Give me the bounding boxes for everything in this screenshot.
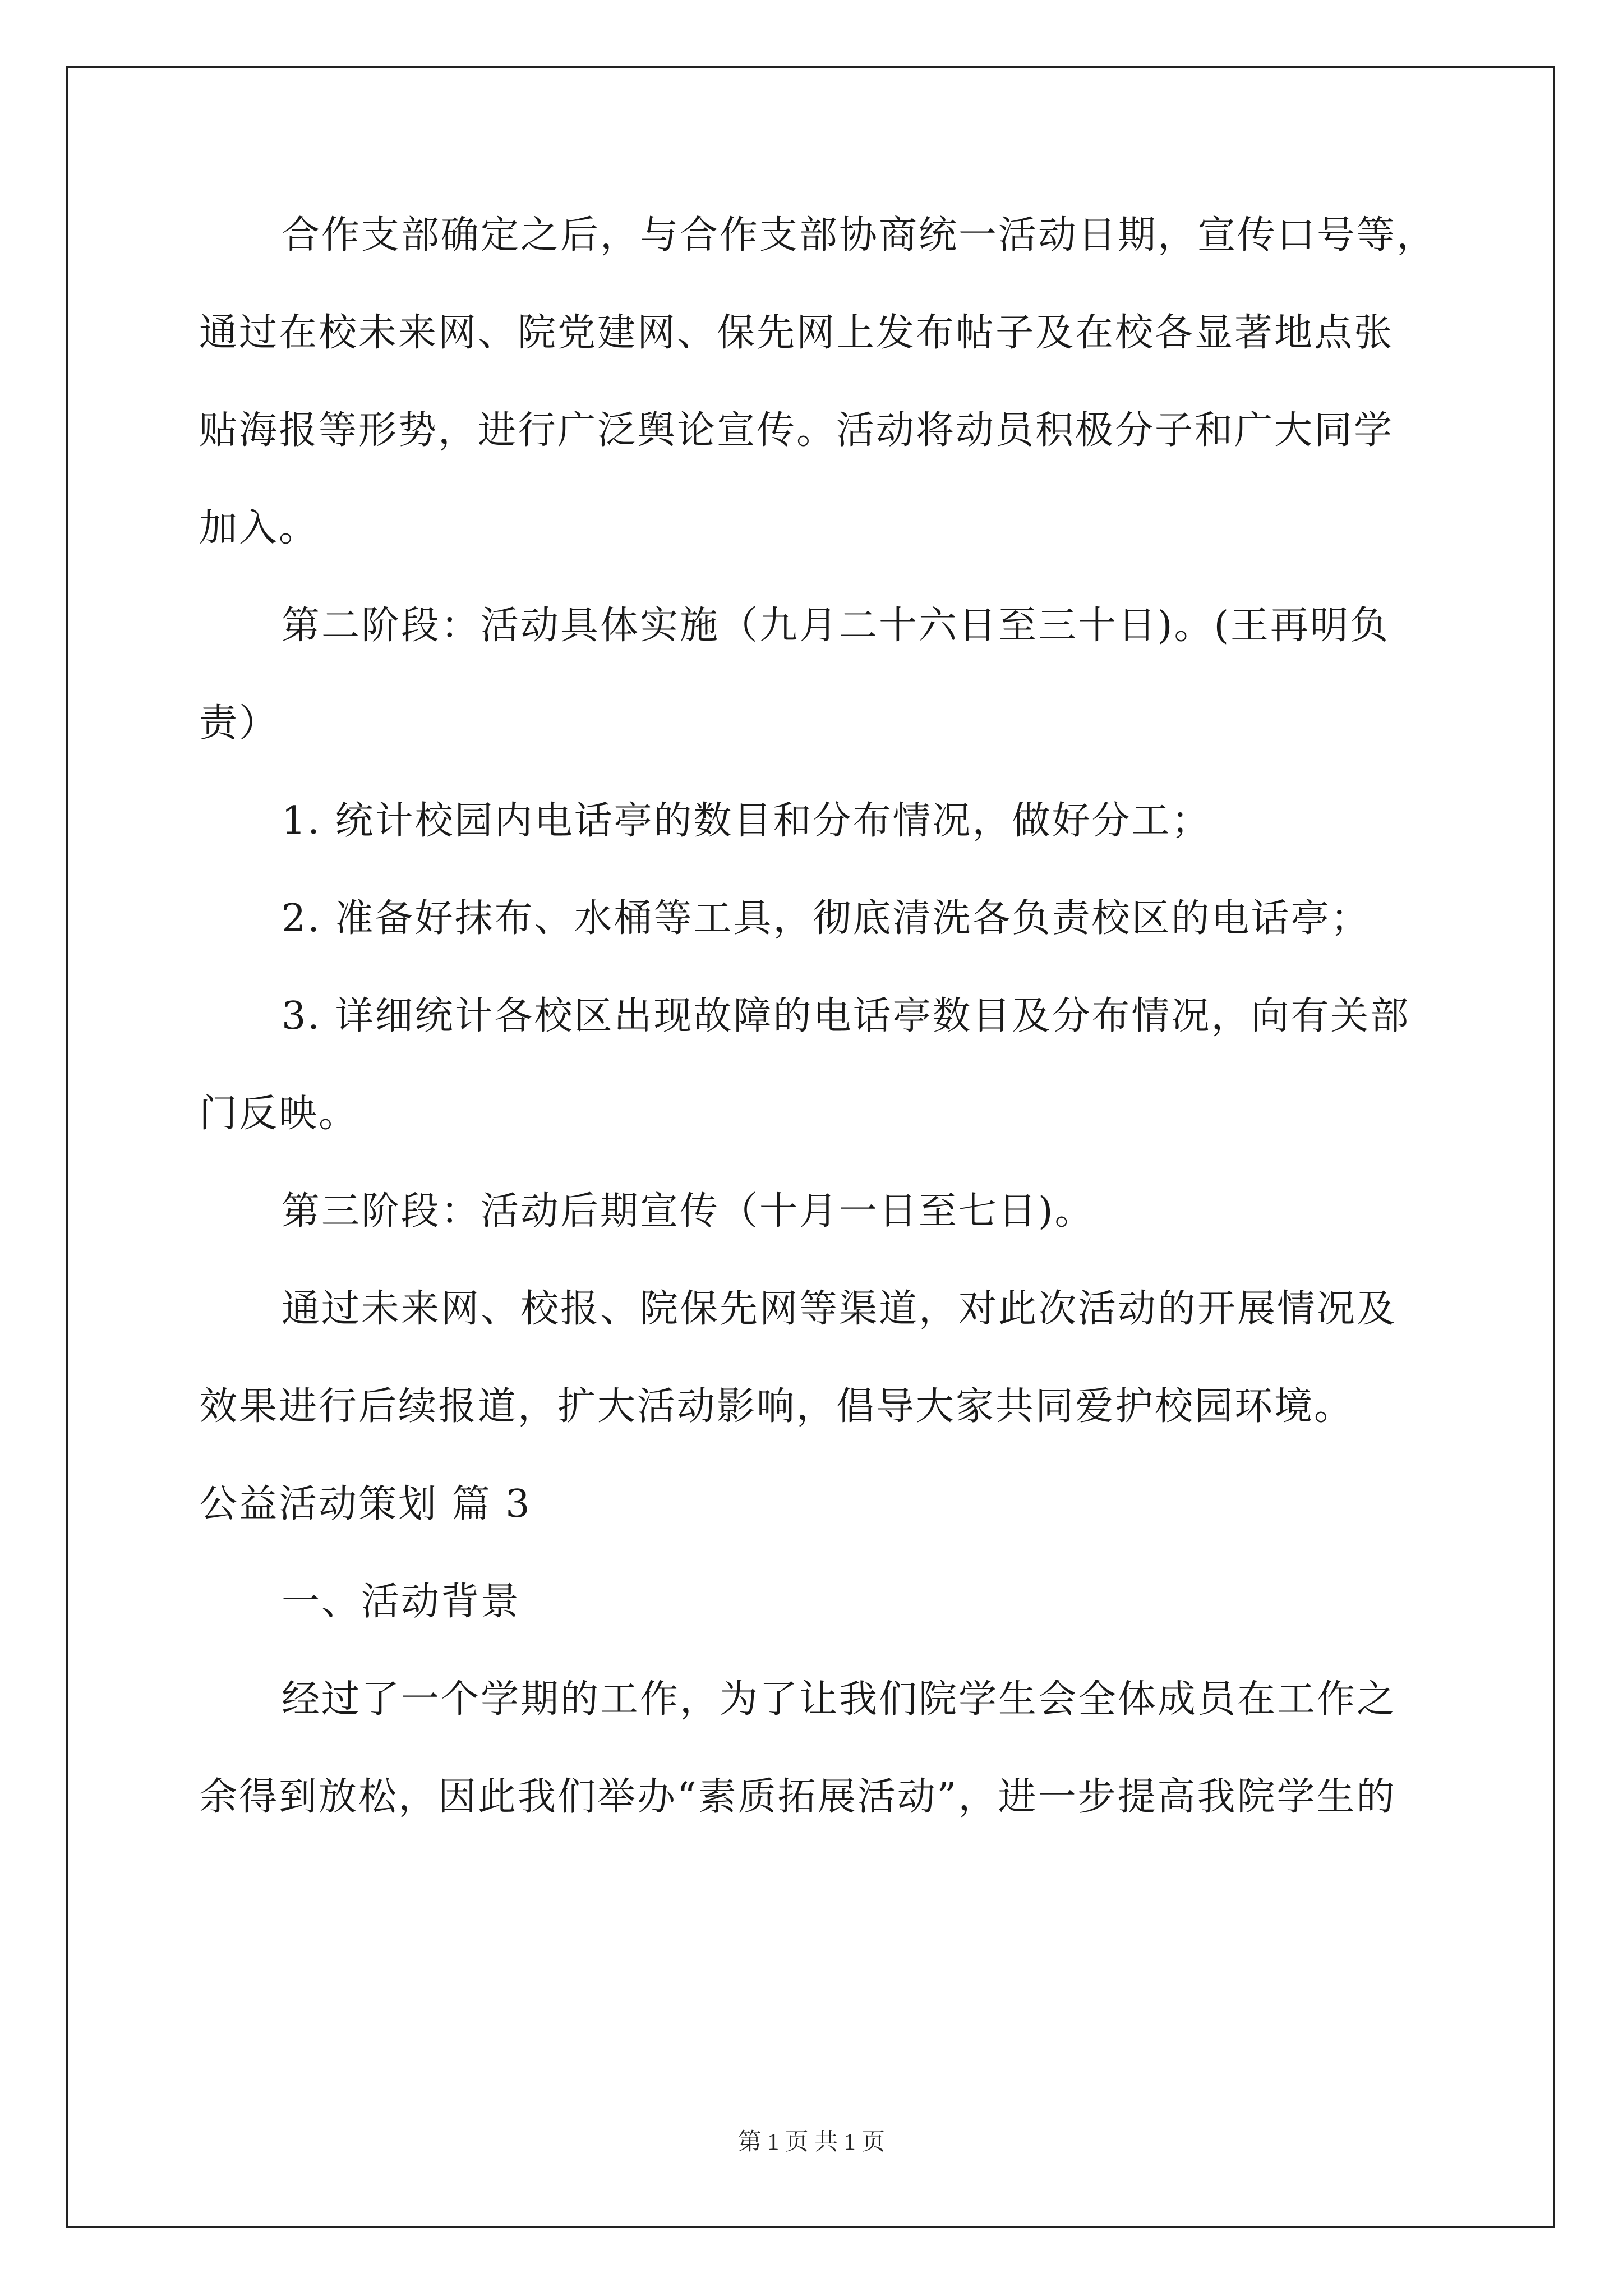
list-item: 1. 统计校园内电话亭的数目和分布情况，做好分工；: [282, 799, 1211, 843]
paragraph-line: 加入。: [199, 506, 319, 550]
paragraph-line: 合作支部确定之后，与合作支部协商统一活动日期，宣传口号等，: [282, 213, 1437, 257]
paragraph-line: 经过了一个学期的工作，为了让我们院学生会全体成员在工作之: [282, 1677, 1397, 1722]
section-heading: 公益活动策划 篇 3: [199, 1482, 532, 1526]
paragraph-line: 第二阶段：活动具体实施（九月二十六日至三十日)。(王再明负: [282, 604, 1390, 648]
subsection-heading: 一、活动背景: [282, 1580, 521, 1624]
list-item: 3. 详细统计各校区出现故障的电话亭数目及分布情况，向有关部: [282, 994, 1410, 1038]
paragraph-line: 贴海报等形势，进行广泛舆论宣传。活动将动员积极分子和广大同学: [199, 408, 1394, 453]
paragraph-line: 效果进行后续报道，扩大活动影响，倡导大家共同爱护校园环境。: [199, 1384, 1354, 1429]
paragraph-line: 余得到放松，因此我们举办“素质拓展活动”，进一步提高我院学生的: [199, 1775, 1396, 1819]
paragraph-line: 通过在校未来网、院党建网、保先网上发布帖子及在校各显著地点张: [199, 311, 1394, 355]
page-border: [66, 66, 1555, 2228]
paragraph-line: 通过未来网、校报、院保先网等渠道，对此次活动的开展情况及: [282, 1287, 1397, 1331]
page-footer: 第 1 页 共 1 页: [737, 2129, 886, 2155]
list-item: 门反映。: [199, 1092, 359, 1136]
paragraph-line: 责）: [199, 701, 279, 746]
list-item: 2. 准备好抹布、水桶等工具，彻底清洗各负责校区的电话亭；: [282, 896, 1371, 941]
paragraph-line: 第三阶段：活动后期宣传（十月一日至七日)。: [282, 1189, 1095, 1234]
